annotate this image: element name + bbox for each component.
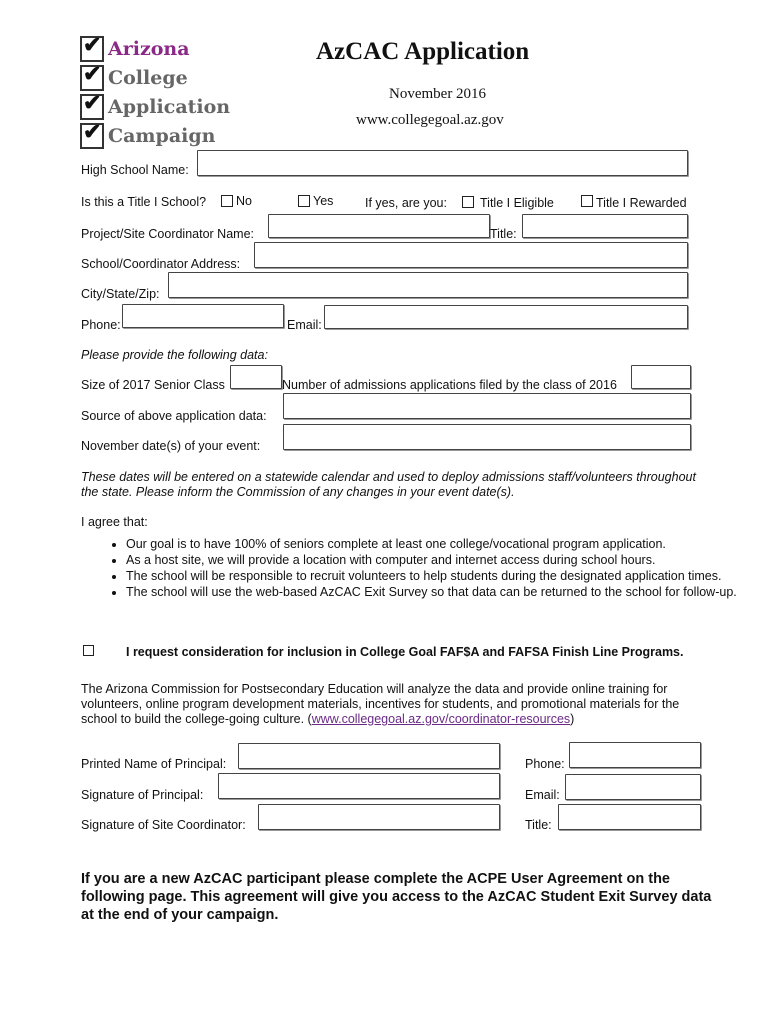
no-label: No — [236, 194, 252, 208]
agreement-list — [102, 536, 738, 600]
coordinator-title-field[interactable] — [522, 214, 688, 238]
checkmark-icon — [80, 123, 104, 149]
logo-row-arizona — [80, 36, 190, 62]
provide-data-heading: Please provide the following data: — [81, 348, 268, 362]
checkmark-icon — [80, 94, 104, 120]
source-field[interactable] — [283, 393, 691, 419]
event-dates-field[interactable] — [283, 424, 691, 450]
website: www.collegegoal.az.gov — [356, 112, 504, 128]
form-date: November 2016 — [389, 86, 487, 102]
title-i-rewarded-checkbox[interactable] — [581, 195, 593, 207]
admissions-label: Number of admissions applications filed by the class of 2016 — [282, 378, 617, 392]
coordinator-signature-field[interactable] — [258, 804, 500, 830]
coordinator-sig-title-label: Title: — [525, 818, 552, 832]
coordinator-sig-title-field[interactable] — [558, 804, 701, 830]
logo-row-campaign — [80, 123, 215, 149]
footer-note: If you are a new AzCAC participant please complete the ACPE User Agreement on the following page. This agreement will give you access to the AzCAC Student Exit Survey data at the end of your campaign. — [81, 871, 712, 923]
coordinator-title-label: Title: — [490, 227, 517, 241]
senior-class-field[interactable] — [230, 365, 282, 389]
city-state-zip-field[interactable] — [168, 272, 688, 298]
high-school-label: High School Name: — [81, 163, 189, 177]
principal-signature-label: Signature of Principal: — [81, 788, 204, 802]
coordinator-signature-label: Signature of Site Coordinator: — [81, 818, 246, 832]
request-label: I request consideration for inclusion in College Goal FAF$A and FAFSA Finish Line Programs. — [126, 645, 684, 659]
city-state-zip-label: City/State/Zip: — [81, 287, 160, 301]
logo-word: College — [108, 67, 188, 89]
commission-text: The Arizona Commission for Postsecondary Education will analyze the data and provide online training for volunteers, online program development materials, incentives for students, and promotional materials for the school to build the college-going culture. ( — [81, 682, 680, 726]
address-field[interactable] — [254, 242, 688, 268]
no-checkbox[interactable] — [221, 195, 233, 207]
yes-checkbox[interactable] — [298, 195, 310, 207]
commission-close: ) — [570, 712, 575, 726]
high-school-field[interactable] — [197, 150, 688, 176]
page-title: AzCAC Application — [316, 38, 530, 65]
request-checkbox[interactable] — [83, 645, 94, 656]
principal-name-field[interactable] — [238, 743, 500, 769]
source-label: Source of above application data: — [81, 409, 267, 423]
list-item: • The school will use the web-based AzCAC Exit Survey so that data can be returned to the school for follow-up. — [126, 584, 738, 600]
logo-row-application — [80, 94, 230, 120]
commission-paragraph — [81, 682, 707, 727]
principal-phone-field[interactable] — [569, 742, 701, 768]
yes-label: Yes — [313, 194, 334, 208]
logo-word: Arizona — [108, 38, 190, 60]
list-item: • The school will be responsible to recruit volunteers to help students during the designated application times. — [126, 568, 738, 584]
principal-phone-label: Phone: — [525, 757, 565, 771]
phone-label: Phone: — [81, 318, 121, 332]
list-item: • Our goal is to have 100% of seniors complete at least one college/vocational program application. — [126, 536, 738, 552]
list-item: • As a host site, we will provide a location with computer and internet access during school hours. — [126, 552, 738, 568]
event-dates-label: November date(s) of your event: — [81, 439, 261, 453]
checkmark-icon — [80, 36, 104, 62]
phone-field[interactable] — [122, 304, 284, 328]
coordinator-name-field[interactable] — [268, 214, 490, 238]
agree-heading: I agree that: — [81, 515, 148, 529]
principal-email-field[interactable] — [565, 774, 701, 800]
principal-signature-field[interactable] — [218, 773, 500, 799]
if-yes-label: If yes, are you: — [365, 196, 447, 210]
principal-name-label: Printed Name of Principal: — [81, 757, 227, 771]
email-label: Email: — [287, 318, 322, 332]
title-i-eligible-checkbox[interactable] — [462, 196, 474, 208]
logo-row-college — [80, 65, 188, 91]
address-label: School/Coordinator Address: — [81, 257, 241, 271]
title-i-rewarded-label: Title I Rewarded — [596, 196, 687, 210]
admissions-field[interactable] — [631, 365, 691, 389]
statewide-note: These dates will be entered on a statewide calendar and used to deploy admissions staff/volunteers throughout the state. Please inform the Commission of any changes in your event date(s). — [81, 470, 696, 499]
principal-email-label: Email: — [525, 788, 560, 802]
logo-word: Application — [108, 96, 231, 118]
logo-word: Campaign — [108, 125, 216, 147]
email-field[interactable] — [324, 305, 688, 329]
checkmark-icon — [80, 65, 104, 91]
coordinator-resources-link[interactable]: www.collegegoal.az.gov/coordinator-resources — [311, 712, 571, 726]
title-i-question: Is this a Title I School? — [81, 195, 207, 209]
coordinator-name-label: Project/Site Coordinator Name: — [81, 227, 254, 241]
title-i-eligible-label: Title I Eligible — [480, 196, 554, 210]
senior-class-label: Size of 2017 Senior Class — [81, 378, 225, 392]
